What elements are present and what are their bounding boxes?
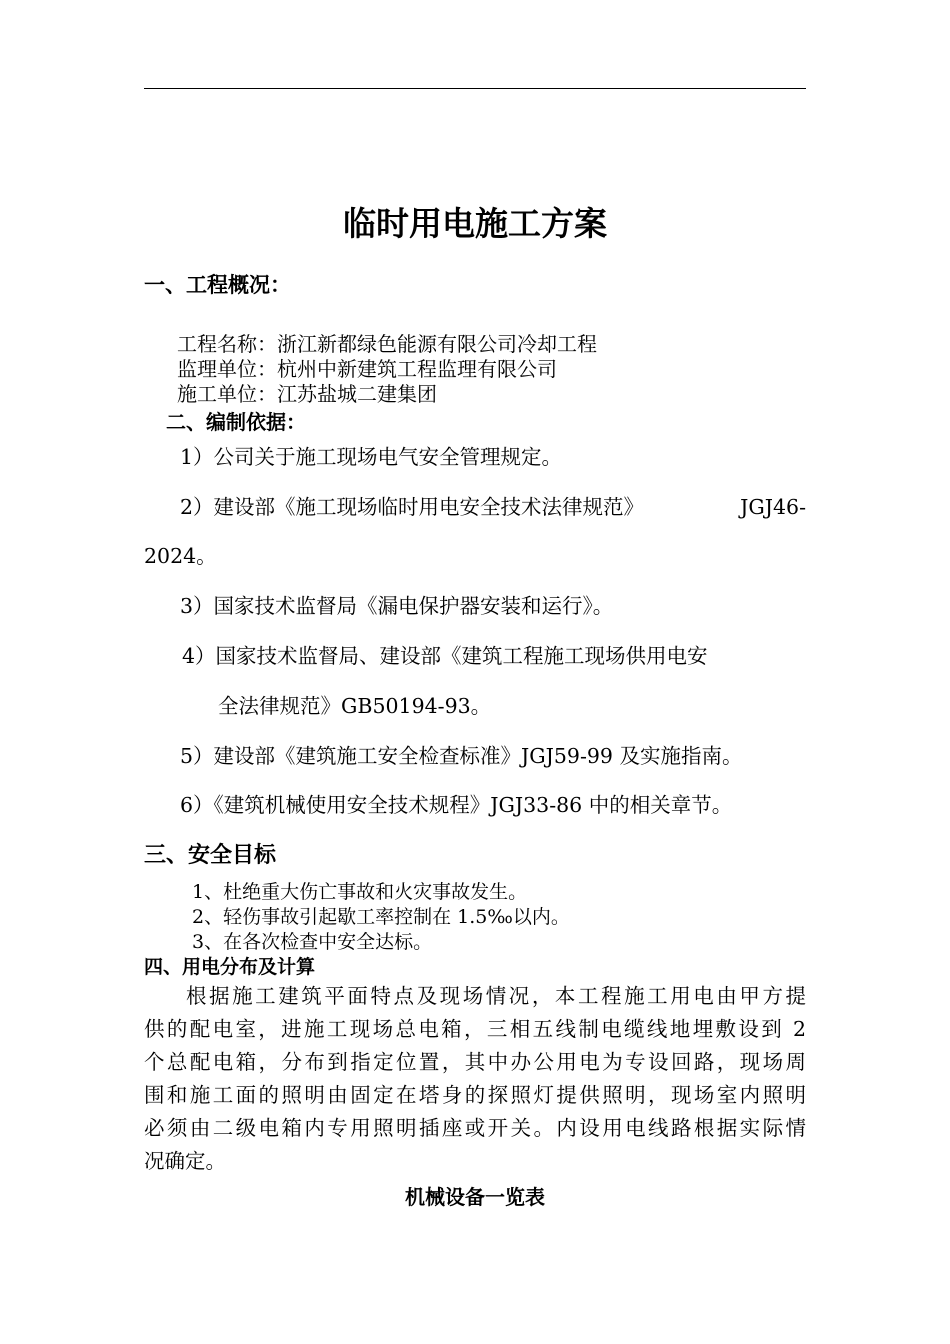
paragraph-line: 根据施工建筑平面特点及现场情况，本工程施工用电由甲方提	[186, 984, 806, 1008]
document-title: 临时用电施工方案	[343, 204, 607, 243]
basis-item-6: 6）《建筑机械使用安全技术规程》JGJ33-86 中的相关章节。	[180, 793, 733, 817]
basis-item-2-code: JGJ46-	[740, 495, 806, 519]
basis-item-2	[180, 492, 806, 522]
basis-item-2-text: 2）建设部《施工现场临时用电安全技术法律规范》	[180, 495, 645, 519]
power-distribution-paragraph	[144, 980, 806, 1178]
supervisor-unit: 监理单位：杭州中新建筑工程监理有限公司	[177, 357, 557, 381]
section-heading-safety-goals: 三、安全目标	[144, 843, 277, 868]
basis-item-3: 3）国家技术监督局《漏电保护器安装和运行》。	[180, 594, 614, 618]
basis-item-1: 1）公司关于施工现场电气安全管理规定。	[180, 445, 563, 469]
paragraph-line: 况确定。	[144, 1149, 226, 1173]
section-heading-basis: 二、编制依据：	[166, 410, 306, 434]
paragraph-line: 围和施工面的照明由固定在塔身的探照灯提供照明，现场室内照明	[144, 1083, 806, 1107]
section-heading-overview: 一、工程概况：	[144, 273, 291, 297]
paragraph-line: 个总配电箱，分布到指定位置，其中办公用电为专设回路，现场周	[144, 1050, 806, 1074]
basis-item-2-continued: 2024。	[144, 544, 217, 568]
basis-item-5: 5）建设部《建筑施工安全检查标准》JGJ59-99 及实施指南。	[180, 744, 743, 768]
header-rule	[144, 88, 806, 89]
basis-item-4: 4）国家技术监督局、建设部《建筑工程施工现场供用电安	[182, 644, 708, 668]
safety-goal-3: 3、在各次检查中安全达标。	[192, 931, 433, 953]
basis-item-4-continued: 全法律规范》GB50194-93。	[218, 694, 492, 718]
safety-goal-2: 2、轻伤事故引起歇工率控制在 1.5‰以内。	[192, 906, 570, 928]
paragraph-line: 供的配电室，进施工现场总电箱，三相五线制电缆线地埋敷设到 2	[144, 1017, 806, 1041]
safety-goal-1: 1、杜绝重大伤亡事故和火灾事故发生。	[192, 881, 528, 903]
project-name: 工程名称：浙江新都绿色能源有限公司冷却工程	[177, 332, 597, 356]
paragraph-line: 必须由二级电箱内专用照明插座或开关。内设用电线路根据实际情	[144, 1116, 806, 1140]
contractor-unit: 施工单位：江苏盐城二建集团	[177, 382, 437, 406]
section-heading-power-distribution: 四、用电分布及计算	[144, 956, 316, 978]
equipment-table-title: 机械设备一览表	[405, 1185, 545, 1209]
